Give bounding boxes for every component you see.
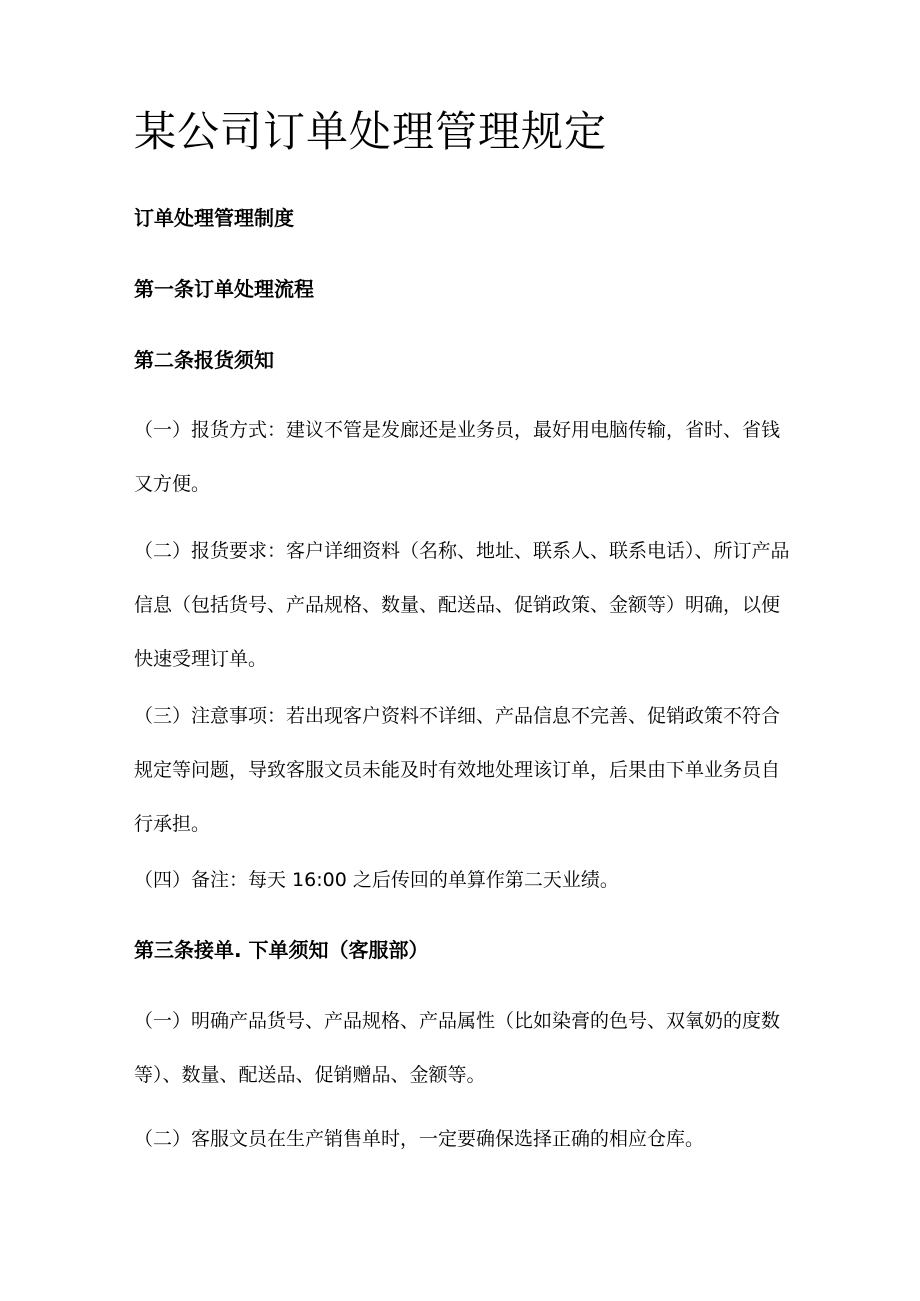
article-2-item-2: （二）报货要求：客户详细资料（名称、地址、联系人、联系电话）、所订产品信息（包括货号、产品规格、数量、配送品、促销政策、金额等）明确，以便快速受理订单。 — [134, 540, 790, 670]
article-2-item-3: （三）注意事项：若出现客户资料不详细、产品信息不完善、促销政策不符合规定等问题，导致客服文员未能及时有效地处理该订单，后果由下单业务员自行承担。 — [134, 705, 781, 835]
article-3-item-1: （一）明确产品货号、产品规格、产品属性（比如染膏的色号、双氧奶的度数等）、数量、配送品、促销赠品、金额等。 — [134, 1010, 781, 1086]
article-2-item-1: （一）报货方式：建议不管是发廊还是业务员，最好用电脑传输，省时、省钱又方便。 — [134, 419, 781, 495]
article-1-heading: 第一条订单处理流程 — [134, 277, 314, 301]
article-2-item-4: （四）备注：每天 16:00 之后传回的单算作第二天业绩。 — [134, 869, 619, 891]
section-heading: 订单处理管理制度 — [134, 206, 294, 230]
article-3-heading: 第三条接单. 下单须知（客服部） — [134, 938, 429, 962]
document-title: 某公司订单处理管理规定 — [134, 107, 608, 156]
article-2-heading: 第二条报货须知 — [134, 348, 274, 372]
article-3-item-2: （二）客服文员在生产销售单时，一定要确保选择正确的相应仓库。 — [134, 1128, 705, 1150]
